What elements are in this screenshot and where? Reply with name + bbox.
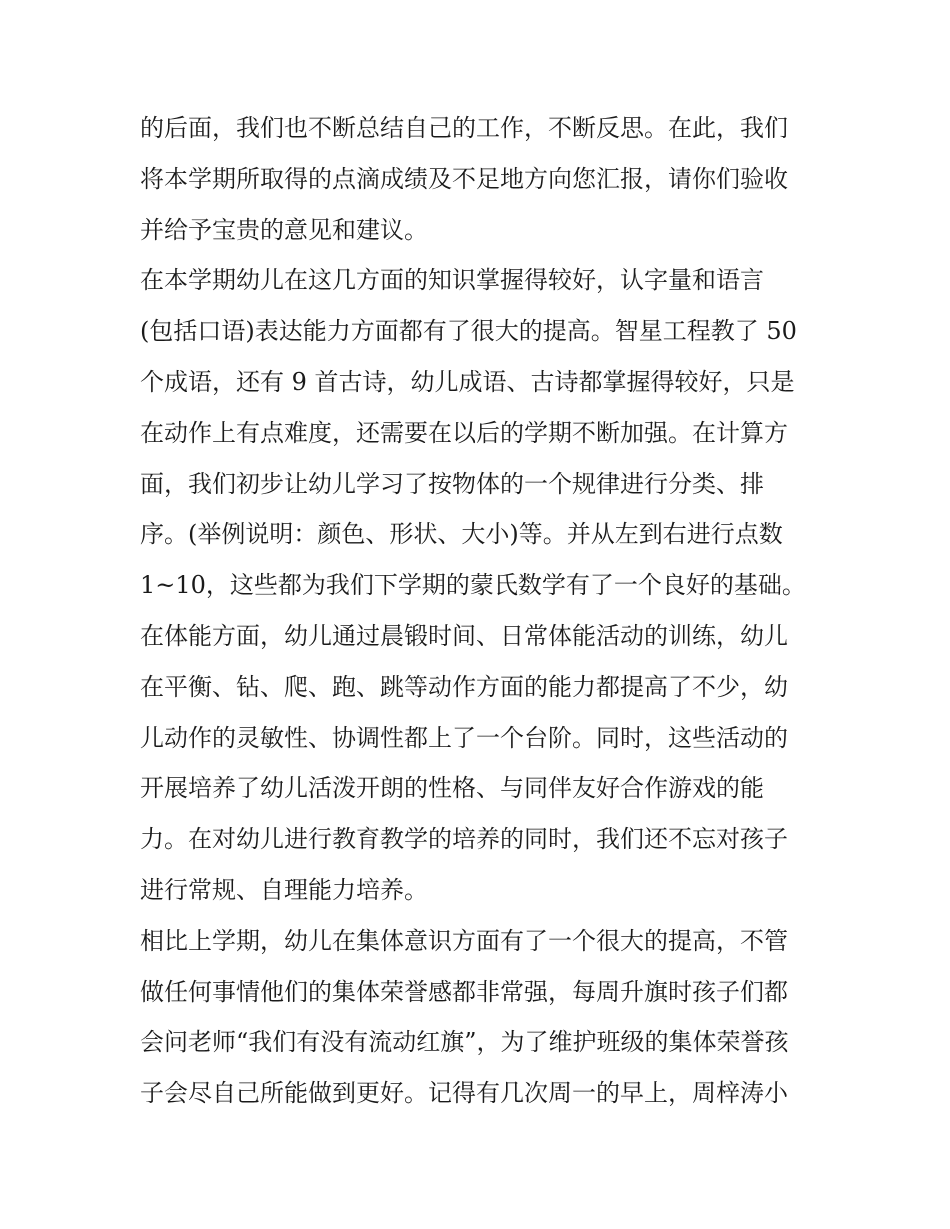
text-line: 面，我们初步让幼儿学习了按物体的一个规律进行分类、排 xyxy=(140,469,764,498)
text-line: 并给予宝贵的意见和建议。 xyxy=(140,215,428,244)
text-line: 做任何事情他们的集体荣誉感都非常强，每周升旗时孩子们都 xyxy=(140,977,788,1006)
text-line: 序。(举例说明：颜色、形状、大小)等。并从左到右进行点数 xyxy=(140,520,783,549)
text-line: 会问老师“我们有没有流动红旗”，为了维护班级的集体荣誉孩 xyxy=(140,1028,789,1057)
document-body xyxy=(140,103,820,1119)
text-line: 儿动作的灵敏性、协调性都上了一个台阶。同时，这些活动的 xyxy=(140,723,788,752)
text-line: 在动作上有点难度，还需要在以后的学期不断加强。在计算方 xyxy=(140,418,788,447)
text-line: 的后面，我们也不断总结自己的工作，不断反思。在此，我们 xyxy=(140,114,788,142)
text-line: (包括口语)表达能力方面都有了很大的提高。智星工程教了 50 xyxy=(140,317,797,346)
text-line: 在体能方面，幼儿通过晨锻时间、日常体能活动的训练，幼儿 xyxy=(140,621,788,650)
text-line: 相比上学期，幼儿在集体意识方面有了一个很大的提高，不管 xyxy=(140,926,788,955)
text-line: 在平衡、钻、爬、跑、跳等动作方面的能力都提高了不少，幼 xyxy=(140,672,788,701)
text-line: 力。在对幼儿进行教育教学的培养的同时，我们还不忘对孩子 xyxy=(140,825,788,854)
text-line: 子会尽自己所能做到更好。记得有几次周一的早上，周梓涛小 xyxy=(140,1079,788,1108)
text-line: 开展培养了幼儿活泼开朗的性格、与同伴友好合作游戏的能 xyxy=(140,774,764,803)
text-line: 进行常规、自理能力培养。 xyxy=(140,875,428,904)
text-line: 个成语，还有 9 首古诗，幼儿成语、古诗都掌握得较好，只是 xyxy=(140,367,795,396)
text-line: 将本学期所取得的点滴成绩及不足地方向您汇报，请你们验收 xyxy=(140,164,788,193)
text-line: 1~10，这些都为我们下学期的蒙氏数学有了一个良好的基础。 xyxy=(140,571,806,600)
text-line: 在本学期幼儿在这几方面的知识掌握得较好，认字量和语言 xyxy=(140,266,764,295)
